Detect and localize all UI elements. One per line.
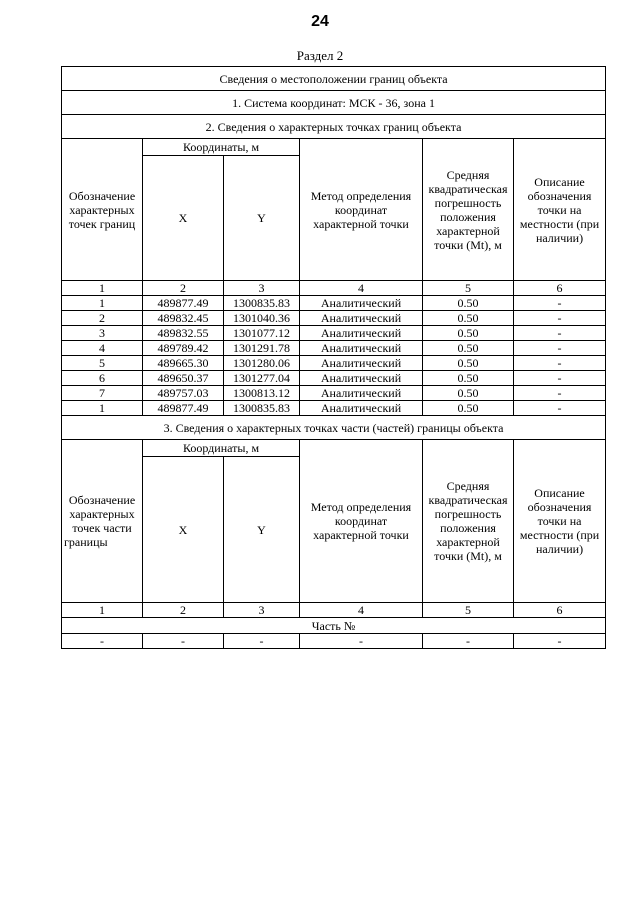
column-number-cell: 1	[62, 281, 143, 296]
method-cell: Аналитический	[300, 296, 423, 311]
table-row	[62, 356, 606, 371]
description-cell: -	[514, 341, 606, 356]
table-row	[62, 341, 606, 356]
description-cell: -	[514, 356, 606, 371]
x-coordinate-cell: 489832.55	[143, 326, 224, 341]
page-number: 24	[311, 13, 329, 30]
column-number-cell: 4	[300, 603, 423, 618]
header-coordinates-part: Координаты, м	[143, 440, 300, 457]
point-number-cell: 6	[62, 371, 143, 386]
header-y-part: Y	[224, 457, 300, 603]
accuracy-cell: 0.50	[423, 296, 514, 311]
header-point-label: Обозначение характерных точек границ	[62, 139, 143, 281]
header-x-part: X	[143, 457, 224, 603]
coord-system-row: 1. Система координат: МСК - 36, зона 1	[62, 91, 606, 115]
y-coordinate-cell: 1300835.83	[224, 401, 300, 416]
section3-title: 3. Сведения о характерных точках части (частей) границы объекта	[62, 416, 606, 440]
header-method-part: Метод определения координат характерной точки	[300, 440, 423, 603]
x-coordinate-cell: 489757.03	[143, 386, 224, 401]
part-data-cell: -	[300, 634, 423, 649]
method-cell: Аналитический	[300, 356, 423, 371]
part-data-cell: -	[62, 634, 143, 649]
header-point-label-part	[62, 440, 143, 603]
y-coordinate-cell: 1301277.04	[224, 371, 300, 386]
column-number-cell: 5	[423, 603, 514, 618]
x-coordinate-cell: 489650.37	[143, 371, 224, 386]
point-number-cell: 1	[62, 296, 143, 311]
column-number-cell: 2	[143, 603, 224, 618]
table-row	[62, 296, 606, 311]
y-coordinate-cell: 1300813.12	[224, 386, 300, 401]
y-coordinate-cell: 1301040.36	[224, 311, 300, 326]
table-row	[62, 401, 606, 416]
x-coordinate-cell: 489877.49	[143, 296, 224, 311]
table-row	[62, 326, 606, 341]
column-number-cell: 3	[224, 281, 300, 296]
point-number-cell: 1	[62, 401, 143, 416]
column-number-cell: 5	[423, 281, 514, 296]
part-data-cell: -	[514, 634, 606, 649]
point-number-cell: 2	[62, 311, 143, 326]
description-cell: -	[514, 311, 606, 326]
x-coordinate-cell: 489832.45	[143, 311, 224, 326]
x-coordinate-cell: 489789.42	[143, 341, 224, 356]
method-cell: Аналитический	[300, 401, 423, 416]
part-data-cell: -	[224, 634, 300, 649]
column-number-cell: 1	[62, 603, 143, 618]
column-number-row-part	[62, 603, 606, 618]
header-accuracy: Средняя квадратическая погрешность положения характерной точки (Mt), м	[423, 139, 514, 281]
column-number-cell: 6	[514, 281, 606, 296]
point-number-cell: 4	[62, 341, 143, 356]
header-description-part: Описание обозначения точки на местности (при наличии)	[514, 440, 606, 603]
point-number-cell: 5	[62, 356, 143, 371]
part-data-row	[62, 634, 606, 649]
method-cell: Аналитический	[300, 341, 423, 356]
column-number-row	[62, 281, 606, 296]
header-coordinates: Координаты, м	[143, 139, 300, 156]
x-coordinate-cell: 489877.49	[143, 401, 224, 416]
column-number-cell: 4	[300, 281, 423, 296]
accuracy-cell: 0.50	[423, 371, 514, 386]
section-title: Раздел 2	[296, 48, 344, 63]
y-coordinate-cell: 1301291.78	[224, 341, 300, 356]
method-cell: Аналитический	[300, 386, 423, 401]
accuracy-cell: 0.50	[423, 326, 514, 341]
y-coordinate-cell: 1300835.83	[224, 296, 300, 311]
part-data-cell: -	[423, 634, 514, 649]
y-coordinate-cell: 1301077.12	[224, 326, 300, 341]
table-row	[62, 311, 606, 326]
part-data-cell: -	[143, 634, 224, 649]
header-method: Метод определения координат характерной точки	[300, 139, 423, 281]
accuracy-cell: 0.50	[423, 311, 514, 326]
description-cell: -	[514, 326, 606, 341]
accuracy-cell: 0.50	[423, 386, 514, 401]
column-number-cell: 6	[514, 603, 606, 618]
point-number-cell: 3	[62, 326, 143, 341]
section2-title: 2. Сведения о характерных точках границ объекта	[62, 115, 606, 139]
header-description: Описание обозначения точки на местности (при наличии)	[514, 139, 606, 281]
table-row	[62, 386, 606, 401]
description-cell: -	[514, 296, 606, 311]
accuracy-cell: 0.50	[423, 341, 514, 356]
part-label: Часть №	[62, 618, 606, 634]
description-cell: -	[514, 371, 606, 386]
x-coordinate-cell: 489665.30	[143, 356, 224, 371]
table-row	[62, 371, 606, 386]
description-cell: -	[514, 386, 606, 401]
boundary-table	[61, 66, 606, 649]
header-y: Y	[224, 156, 300, 281]
header-point-label-part-text: Обозначение характерных точек части границы	[64, 493, 136, 549]
header-accuracy-part: Средняя квадратическая погрешность положения характерной точки (Mt), м	[423, 440, 514, 603]
y-coordinate-cell: 1301280.06	[224, 356, 300, 371]
accuracy-cell: 0.50	[423, 356, 514, 371]
point-number-cell: 7	[62, 386, 143, 401]
table-title: Сведения о местоположении границ объекта	[62, 67, 606, 91]
column-number-cell: 2	[143, 281, 224, 296]
column-number-cell: 3	[224, 603, 300, 618]
method-cell: Аналитический	[300, 371, 423, 386]
header-x: X	[143, 156, 224, 281]
method-cell: Аналитический	[300, 326, 423, 341]
method-cell: Аналитический	[300, 311, 423, 326]
accuracy-cell: 0.50	[423, 401, 514, 416]
description-cell: -	[514, 401, 606, 416]
